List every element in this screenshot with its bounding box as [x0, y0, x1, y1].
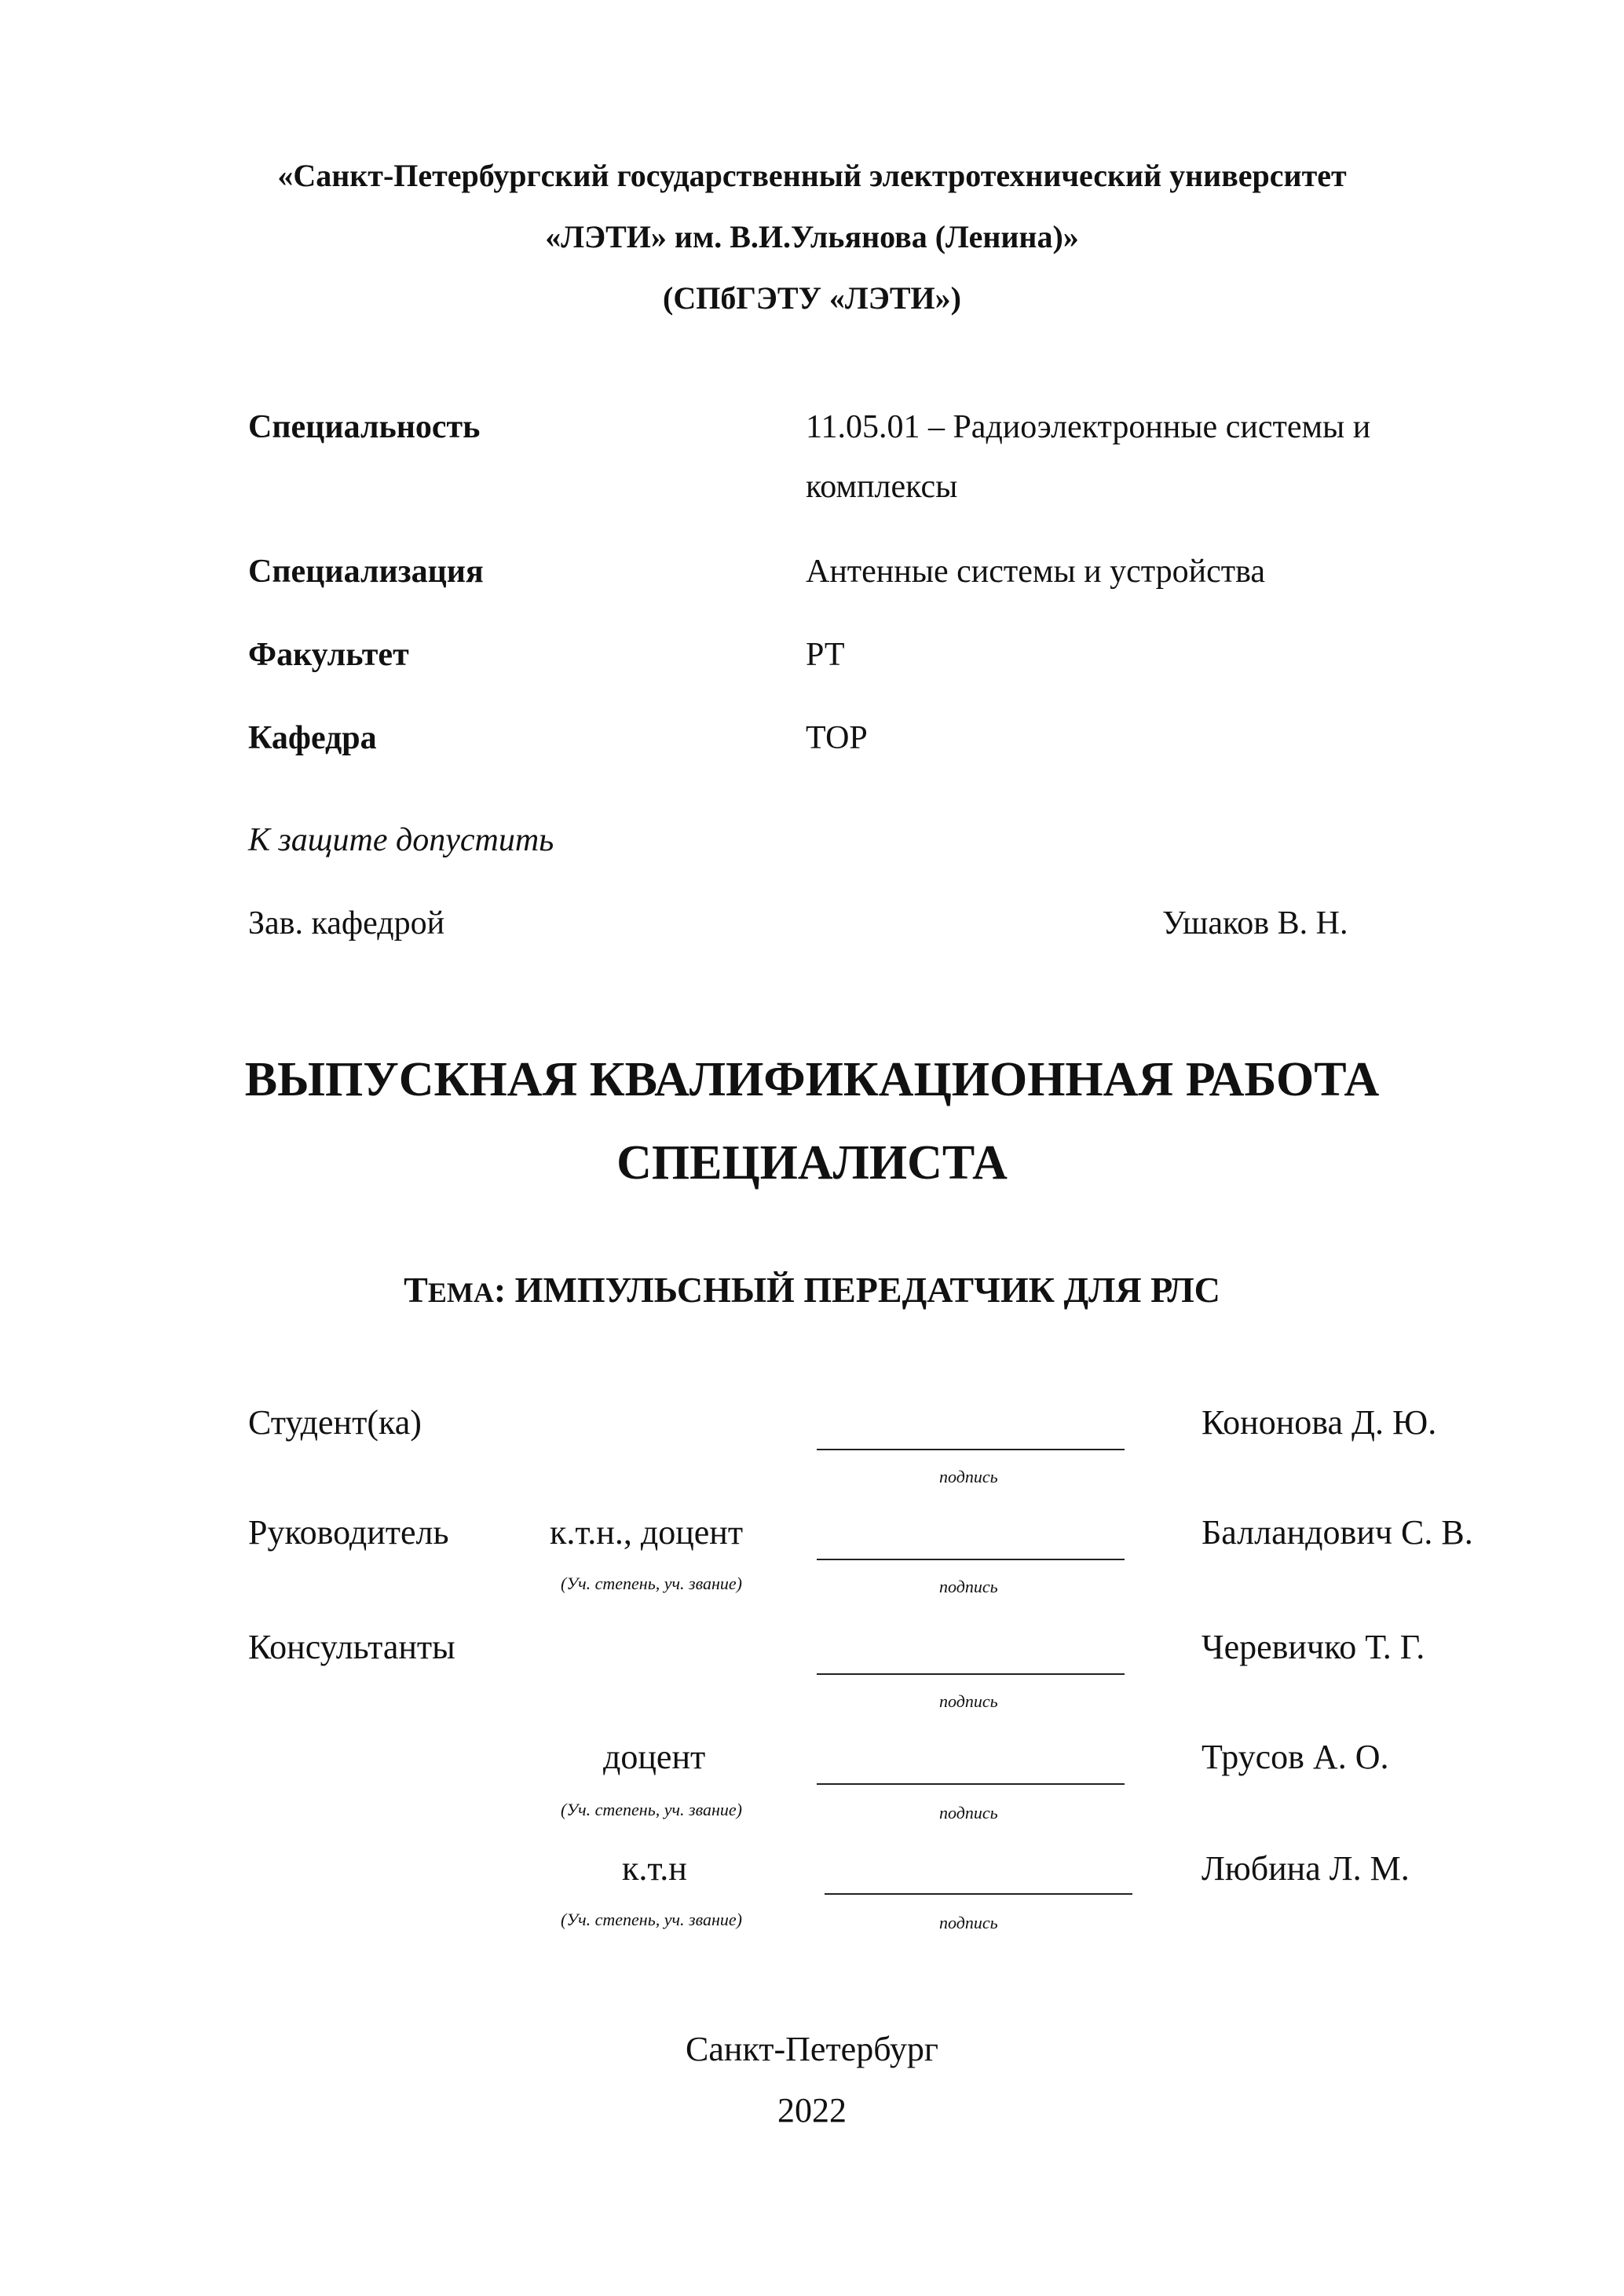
consultants-role: Консультанты	[248, 1628, 455, 1666]
supervisor-degree-caption: (Уч. степень, уч. звание)	[561, 1574, 742, 1593]
consultant3-degree: к.т.н	[622, 1849, 687, 1888]
consultant2-degree: доцент	[603, 1738, 706, 1776]
approval-text: К защите допустить	[248, 822, 554, 858]
specialty-value-line2: комплексы	[806, 469, 958, 505]
supervisor-role: Руководитель	[248, 1513, 449, 1552]
supervisor-signature-caption: подпись	[939, 1577, 998, 1596]
topic-text: ИМПУЛЬСНЫЙ ПЕРЕДАТЧИК ДЛЯ РЛС	[514, 1270, 1220, 1310]
head-of-department-name: Ушаков В. Н.	[1162, 905, 1348, 941]
university-abbreviation: (СПбГЭТУ «ЛЭТИ»)	[663, 280, 961, 316]
consultant3-degree-caption: (Уч. степень, уч. звание)	[561, 1910, 742, 1929]
university-name-line2: «ЛЭТИ» им. В.И.Ульянова (Ленина)»	[545, 219, 1079, 254]
specialization-value: Антенные системы и устройства	[806, 554, 1266, 590]
topic-prefix-rest: ЕМА	[427, 1277, 494, 1308]
consultant2-name: Трусов А. О.	[1202, 1738, 1389, 1776]
consultant3-signature-line	[825, 1885, 1132, 1899]
university-name-line1: «Санкт-Петербургский государственный электротехнический университет	[277, 158, 1347, 193]
topic-line	[0, 1269, 1624, 1311]
consultant2-degree-caption: (Уч. степень, уч. звание)	[561, 1800, 742, 1819]
consultant1-name: Черевичко Т. Г.	[1202, 1628, 1425, 1666]
head-of-department-label: Зав. кафедрой	[248, 905, 445, 941]
specialty-value-line1: 11.05.01 – Радиоэлектронные системы и	[806, 409, 1371, 445]
student-signature-line	[817, 1440, 1125, 1454]
faculty-value: РТ	[806, 637, 845, 673]
topic-prefix	[404, 1270, 506, 1310]
faculty-label: Факультет	[248, 637, 409, 673]
topic-prefix-first: Т	[404, 1270, 428, 1310]
consultant2-signature-line	[817, 1775, 1125, 1789]
student-name: Кононова Д. Ю.	[1202, 1403, 1437, 1442]
supervisor-signature-line	[817, 1550, 1125, 1564]
consultant3-name: Любина Л. М.	[1202, 1849, 1410, 1888]
consultant2-signature-caption: подпись	[939, 1803, 998, 1823]
city: Санкт-Петербург	[686, 2030, 938, 2068]
year: 2022	[777, 2091, 847, 2130]
consultant3-signature-caption: подпись	[939, 1913, 998, 1932]
supervisor-name: Балландович С. В.	[1202, 1513, 1473, 1552]
topic-prefix-colon: :	[493, 1270, 507, 1310]
work-title-line1: ВЫПУСКНАЯ КВАЛИФИКАЦИОННАЯ РАБОТА	[244, 1053, 1380, 1106]
department-value: ТОР	[806, 720, 868, 756]
department-label: Кафедра	[248, 720, 377, 756]
consultant1-signature-line	[817, 1665, 1125, 1679]
student-role: Студент(ка)	[248, 1403, 422, 1442]
consultant1-signature-caption: подпись	[939, 1691, 998, 1711]
supervisor-degree: к.т.н., доцент	[550, 1513, 744, 1552]
specialization-label: Специализация	[248, 554, 484, 590]
student-signature-caption: подпись	[939, 1467, 998, 1486]
work-title-line2: СПЕЦИАЛИСТА	[616, 1136, 1008, 1190]
specialty-label: Специальность	[248, 409, 481, 445]
